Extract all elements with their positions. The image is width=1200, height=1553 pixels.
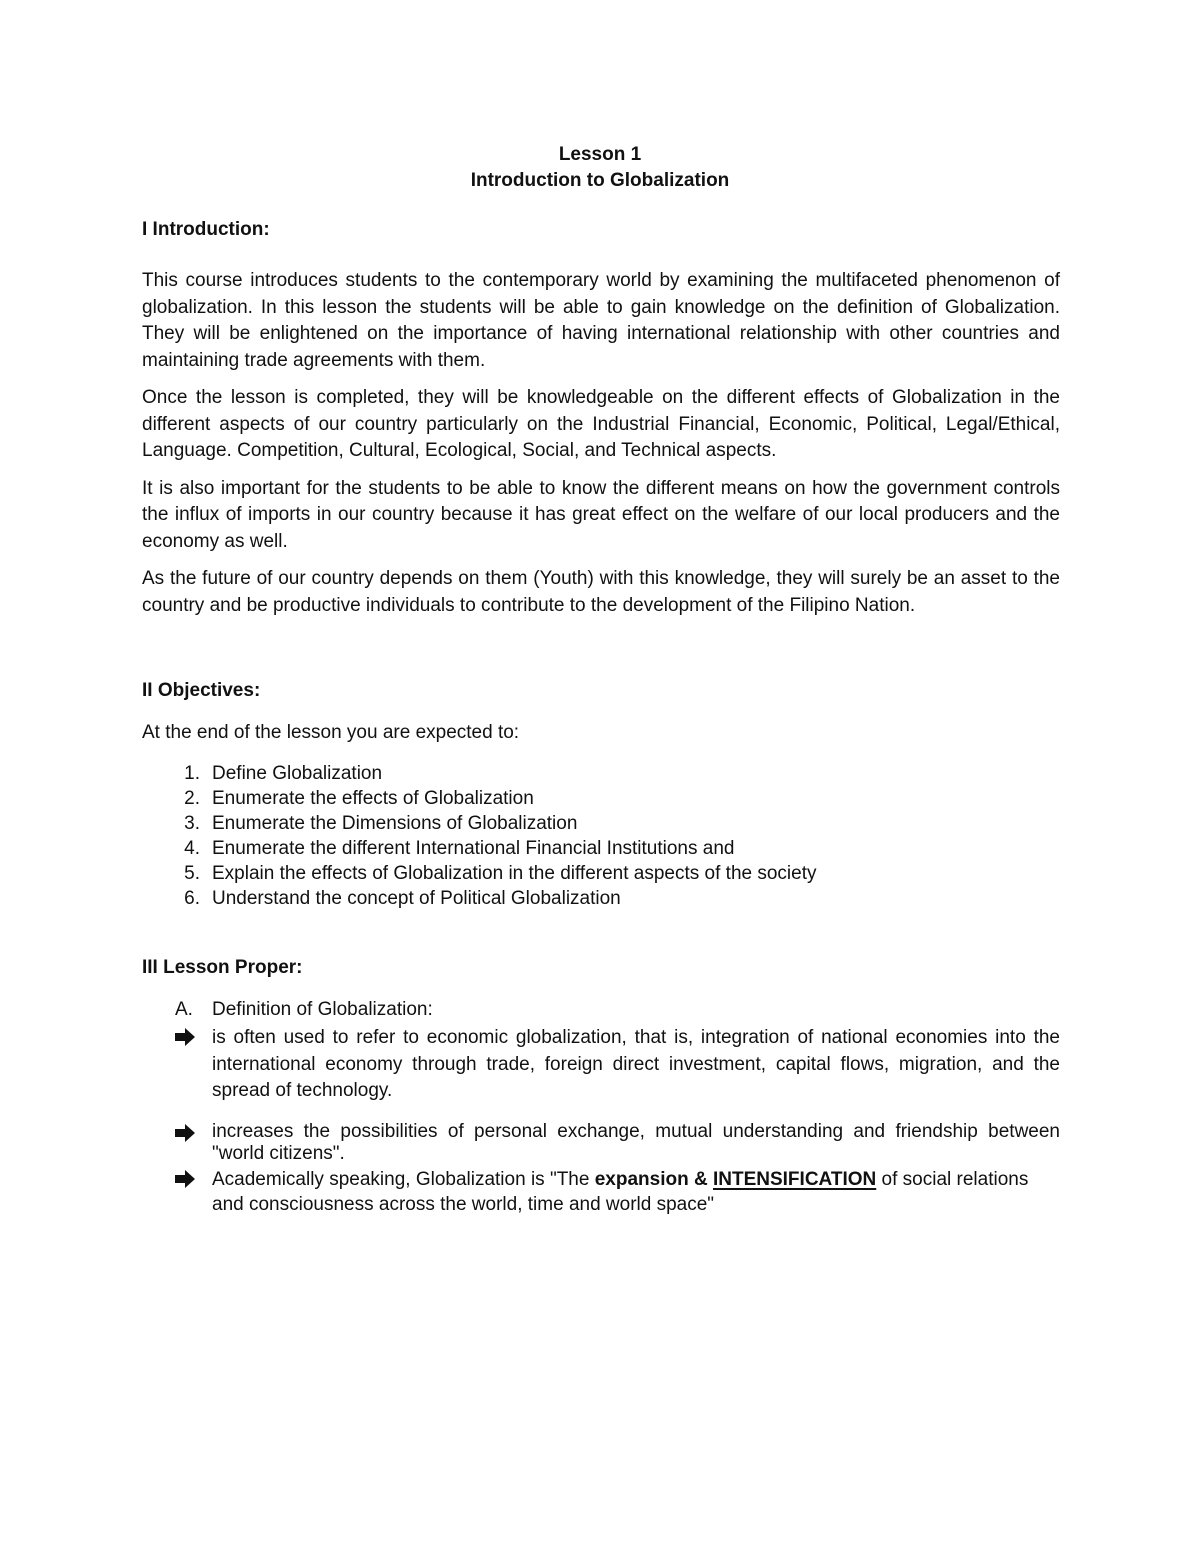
lesson-number: Lesson 1 (558, 144, 642, 165)
intro-paragraph-2: Once the lesson is completed, they will be knowledgeable on the different effects of Globalization in the different aspects of our country particularly on the Industrial Financial, Economic, Political, Legal/Ethical, Language. Competition, Cultural, Ecological, Social, and Technical aspects. (142, 387, 1060, 461)
emphasis-intensification: INTENSIFICATION (712, 1168, 877, 1190)
list-item: 3. Enumerate the Dimensions of Globalization (184, 813, 578, 834)
objectives-list (142, 761, 1060, 911)
right-arrow-icon (174, 1169, 196, 1189)
list-item (142, 1025, 1060, 1105)
introduction-heading: I Introduction: (142, 219, 270, 240)
intro-paragraph-1: This course introduces students to the contemporary world by examining the multifaceted phenomenon of globalization. In this lesson the students will be able to gain knowledge on the definition of Globalization. They will be enlightened on the importance of having international relationship with other countries and maintaining trade agreements with them. (142, 270, 1060, 371)
introduction-section (142, 217, 1060, 619)
list-item: 2. Enumerate the effects of Globalization (184, 788, 534, 809)
list-item (142, 1121, 1060, 1165)
objectives-section (142, 678, 1060, 911)
definition-subheading: A. Definition of Globalization: (175, 999, 433, 1020)
intro-paragraph-4: As the future of our country depends on them (Youth) with this knowledge, they will surely be an asset to the country and be productive individuals to contribute to the development of the Filipino Nation. (142, 568, 1060, 616)
definition-text: Academically speaking, Globalization is "The expansion & INTENSIFICATION of social relations and consciousness across the world, time and world space" (212, 1168, 1029, 1215)
list-item: 4. Enumerate the different International Financial Institutions and (184, 838, 735, 859)
objectives-intro: At the end of the lesson you are expected to: (142, 722, 520, 743)
lesson-title-block (0, 142, 1200, 194)
list-item: 6. Understand the concept of Political Globalization (184, 888, 621, 909)
lesson-title: Introduction to Globalization (470, 170, 730, 191)
list-item (142, 1167, 1060, 1217)
emphasis-expansion: expansion (594, 1168, 689, 1190)
list-item: 1. Define Globalization (184, 763, 383, 784)
lesson-proper-heading: III Lesson Proper: (142, 957, 303, 978)
right-arrow-icon (174, 1123, 196, 1143)
bullet-text: increases the possibilities of personal exchange, mutual understanding and friendship between "world citizens". (212, 1120, 1060, 1164)
objectives-heading: II Objectives: (142, 680, 261, 701)
bullet-text: is often used to refer to economic globalization, that is, integration of national economies into the international economy through trade, foreign direct investment, capital flows, migration, and the spread of technology. (212, 1027, 1060, 1101)
intro-paragraph-3: It is also important for the students to be able to know the different means on how the government controls the influx of imports in our country because it has great effect on the welfare of our local producers and the economy as well. (142, 477, 1060, 552)
lesson-proper-section (142, 955, 1060, 1217)
list-item: 5. Explain the effects of Globalization in the different aspects of the society (184, 863, 817, 884)
right-arrow-icon (174, 1027, 196, 1047)
